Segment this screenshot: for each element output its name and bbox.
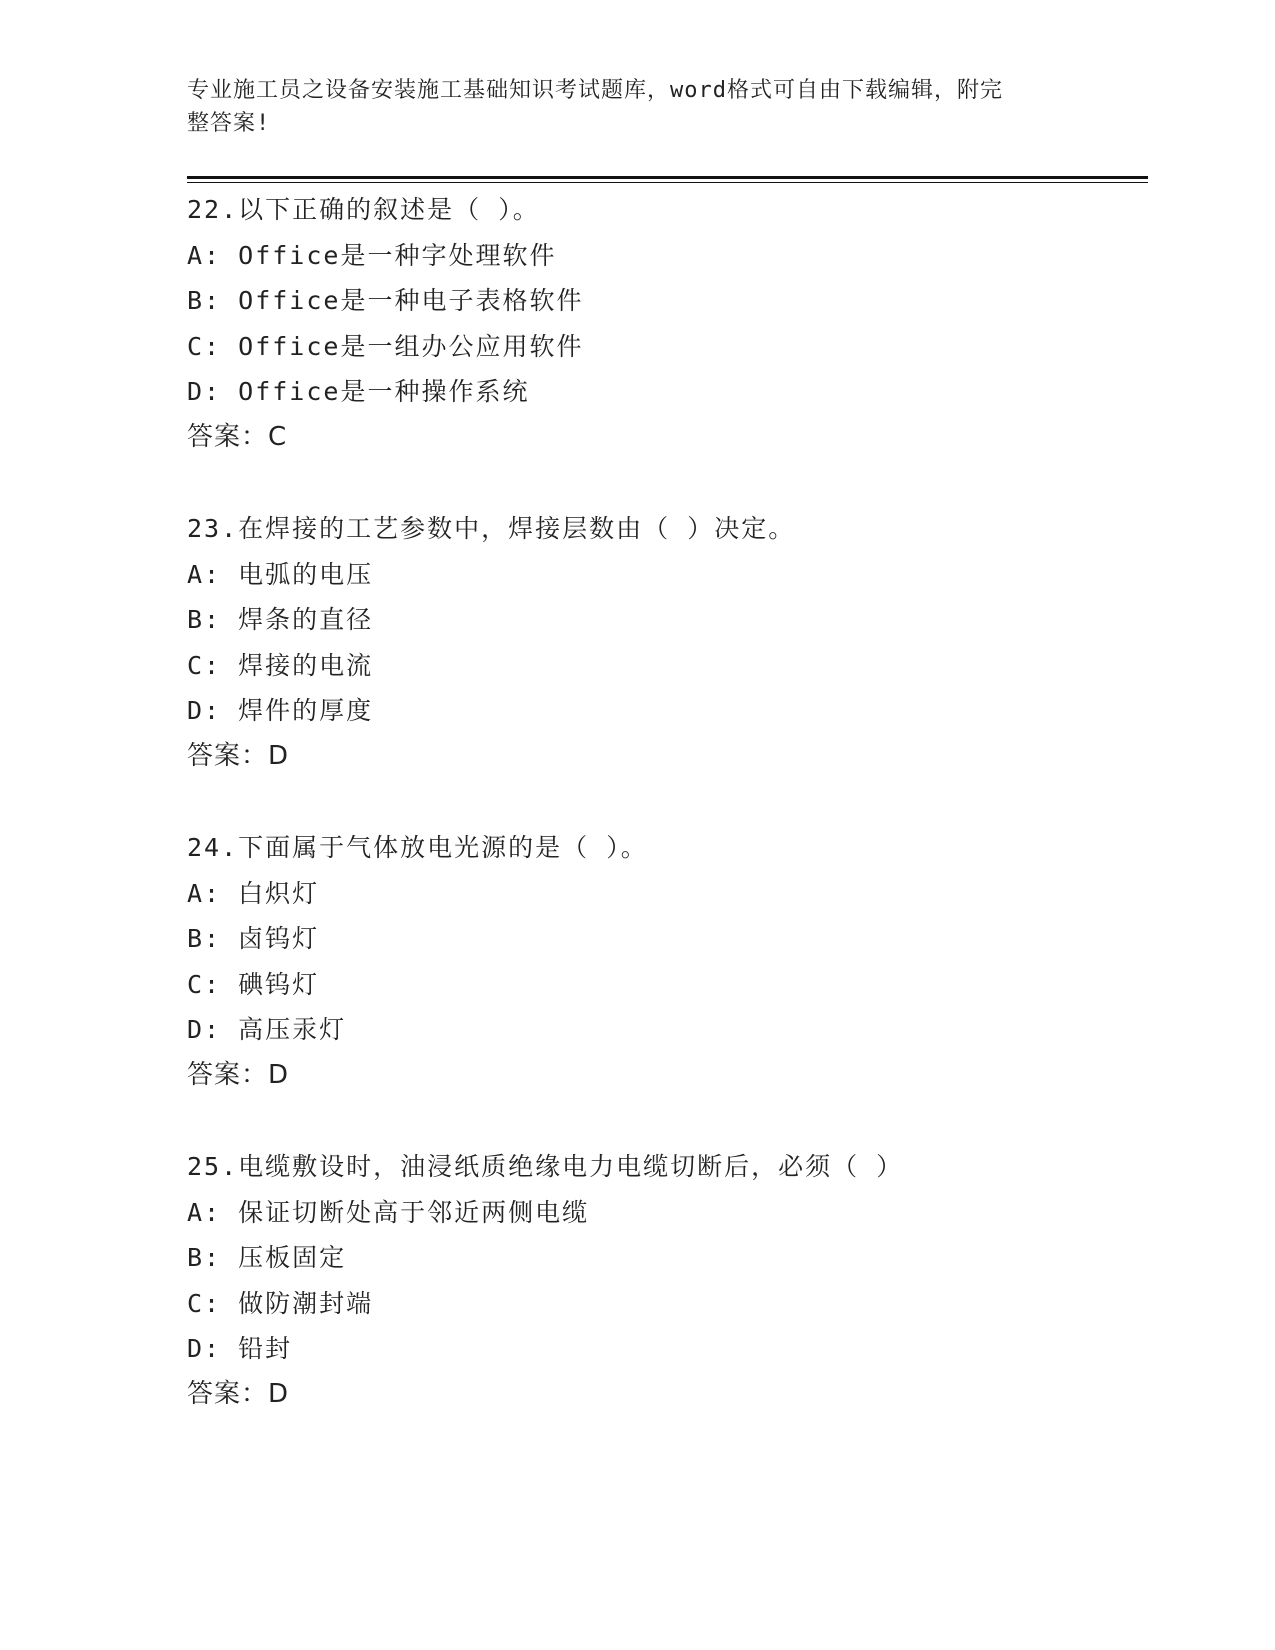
option-a: A: 保证切断处高于邻近两侧电缆	[187, 1197, 590, 1227]
question-stem: 22.以下正确的叙述是（ ）。	[187, 195, 540, 224]
option-c: C: 做防潮封端	[187, 1288, 374, 1318]
answer: 答案：C	[187, 421, 288, 452]
question-22	[187, 187, 1147, 461]
option-d: D: 高压汞灯	[187, 1015, 347, 1045]
header-divider-thin	[187, 182, 1148, 183]
answer: 答案：D	[187, 1059, 290, 1090]
option-c: C: Office是一组办公应用软件	[187, 331, 584, 361]
option-b: B: 卤钨灯	[187, 924, 320, 954]
option-d: D: Office是一种操作系统	[187, 377, 530, 407]
answer: 答案：D	[187, 1378, 290, 1409]
answer: 答案：D	[187, 740, 290, 771]
option-c: C: 碘钨灯	[187, 969, 320, 999]
question-25	[187, 1144, 1147, 1418]
option-a: A: 电弧的电压	[187, 559, 374, 589]
question-stem: 23.在焊接的工艺参数中，焊接层数由（ ）决定。	[187, 514, 796, 543]
option-b: B: 压板固定	[187, 1243, 347, 1273]
document-header	[187, 74, 1067, 140]
option-a: A: 白炽灯	[187, 878, 320, 908]
header-line-2: 整答案!	[187, 111, 271, 136]
option-a: A: Office是一种字处理软件	[187, 240, 557, 270]
option-d: D: 铅封	[187, 1334, 293, 1364]
option-b: B: Office是一种电子表格软件	[187, 286, 584, 316]
question-24	[187, 825, 1147, 1099]
header-divider-thick	[187, 176, 1148, 179]
option-d: D: 焊件的厚度	[187, 696, 374, 726]
option-b: B: 焊条的直径	[187, 605, 374, 635]
header-line-1: 专业施工员之设备安装施工基础知识考试题库，word格式可自由下载编辑，附完	[187, 78, 1003, 103]
question-23	[187, 506, 1147, 780]
question-stem: 24.下面属于气体放电光源的是（ ）。	[187, 833, 648, 862]
question-stem: 25.电缆敷设时，油浸纸质绝缘电力电缆切断后，必须（ ）	[187, 1152, 904, 1181]
option-c: C: 焊接的电流	[187, 650, 374, 680]
